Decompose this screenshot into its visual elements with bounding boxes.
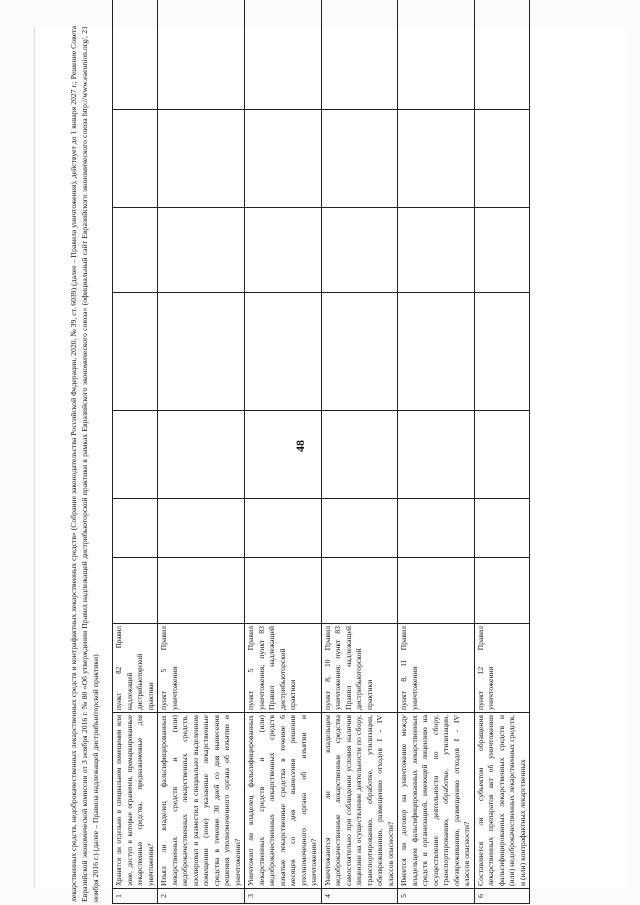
reference-cell: пункт 5 Правил уничтожения; пункт 83 Правил надлежащей дистрибьюторской практики <box>245 624 322 713</box>
empty-cell <box>245 411 322 499</box>
empty-cell <box>158 208 245 293</box>
empty-cell <box>321 411 398 499</box>
empty-cell <box>245 208 322 293</box>
empty-cell <box>398 558 475 624</box>
empty-cell <box>398 293 475 411</box>
empty-cell <box>158 411 245 499</box>
row-number-cell: 3 <box>245 889 322 904</box>
empty-cell <box>474 208 530 293</box>
empty-cell <box>321 499 398 558</box>
table-row <box>245 0 322 904</box>
empty-cell <box>474 110 530 208</box>
empty-cell <box>398 411 475 499</box>
reference-cell: пункт 12 Правил уничтожения <box>474 624 530 713</box>
reference-cell: пункт 8, 11 Правил уничтожения <box>398 624 475 713</box>
intro-paragraph: лекарственных средств, недоброкачественных лекарственных средств и контрафактных лекарственных средств» (Собрание законодательства Российской Федерации, 2020, № 39, ст. 6039) (далее – Правила уничтожения), действует до 1 января 2027 г.; Решение Совета Евразийской экономической комиссии от 3 ноября 2016 г. № 80 «Об утверждении Правил надлежащей дистрибьюторской практики в рамках Евразийского экономического союза» (официальный сайт Евразийского экономического союза http://www.eaeunion.org/, 21 ноября 2016 г.) (далее – Правила надлежащей дистрибьюторской практики) <box>69 26 100 902</box>
empty-cell <box>398 499 475 558</box>
row-number-cell: 4 <box>321 889 398 904</box>
reference-cell: пункт 5 Правил уничтожения <box>158 624 245 713</box>
table-row <box>398 0 475 904</box>
empty-cell <box>474 0 530 110</box>
rotated-landscape-content <box>68 24 618 904</box>
empty-cell <box>113 110 158 208</box>
table-row <box>321 0 398 904</box>
empty-cell <box>245 558 322 624</box>
empty-cell <box>113 499 158 558</box>
question-cell: Составляется ли субъектом обращения лекарственных препаратов акт об уничтожении фальсифицированных лекарственных средств и (или) недоброкачественных лекарственных средств, и (или) контрафактных лекарственных <box>474 713 530 889</box>
empty-cell <box>113 411 158 499</box>
empty-cell <box>398 208 475 293</box>
empty-cell <box>245 0 322 110</box>
empty-cell <box>321 110 398 208</box>
empty-cell <box>398 110 475 208</box>
row-number-cell: 1 <box>113 889 158 904</box>
empty-cell <box>158 110 245 208</box>
empty-cell <box>321 293 398 411</box>
row-number-cell: 2 <box>158 889 245 904</box>
table-row <box>474 0 530 904</box>
empty-cell <box>474 499 530 558</box>
row-number-cell: 5 <box>398 889 475 904</box>
empty-cell <box>158 499 245 558</box>
empty-cell <box>398 0 475 110</box>
empty-cell <box>321 558 398 624</box>
page-number: 48 <box>293 440 307 452</box>
reference-cell: пункт 82 Правил надлежащей дистрибьюторской практики <box>113 624 158 713</box>
empty-cell <box>113 208 158 293</box>
question-cell: Имеется ли договор на уничтожение между владельцем фальсифицированных лекарственных средств и организацией, имеющей лицензию на осуществление деятельности по сбору, транспортированию, обработке, утилизации, обезвреживанию, размещению отходов I - IV классов опасности? <box>398 713 475 889</box>
empty-cell <box>113 293 158 411</box>
question-cell: Изъял ли владелец фальсифицированных лекарственных средств и (или) недоброкачественных лекарственных средств, изолировал и разместил в специально выделенном помещении (зоне) указанные лекарственные средства в течение 30 дней со дня вынесения решения уполномоченного органа об изъятии и уничтожении? <box>158 713 245 889</box>
empty-cell <box>158 558 245 624</box>
empty-cell <box>113 0 158 110</box>
empty-cell <box>474 558 530 624</box>
empty-cell <box>474 293 530 411</box>
row-number-cell: 6 <box>474 889 530 904</box>
reference-cell: пункт 8, 10 Правил уничтожения; пункт 83 Правил надлежащей дистрибьюторской практики <box>321 624 398 713</box>
empty-cell <box>321 0 398 110</box>
empty-cell <box>474 411 530 499</box>
empty-cell <box>158 293 245 411</box>
empty-cell <box>113 558 158 624</box>
question-cell: Уничтожил ли владелец фальсифицированных лекарственных средств и (или) недоброкачественных лекарственных средств изъятые лекарственные средства в течение 6 месяцев со дня вынесения решения уполномоченного органа об изъятии и уничтожении? <box>245 713 322 889</box>
checklist-table <box>112 0 530 904</box>
empty-cell <box>245 110 322 208</box>
question-cell: Хранятся ли отдельно в специальном помещении или зоне, доступ в которые ограничен, промаркированные лекарственные средства, предназначенные для уничтожения? <box>113 713 158 889</box>
empty-cell <box>245 293 322 411</box>
empty-cell <box>245 499 322 558</box>
empty-cell <box>158 0 245 110</box>
question-cell: Уничтожаются ли владельцем недоброкачественные лекарственные средства самостоятельно при соблюдении условия наличия лицензии на осуществление деятельности по сбору, транспортированию, обработке, утилизации, обезвреживанию, размещению отходов I - IV классов опасности? <box>321 713 398 889</box>
table-row <box>113 0 158 904</box>
table-row <box>158 0 245 904</box>
empty-cell <box>321 208 398 293</box>
